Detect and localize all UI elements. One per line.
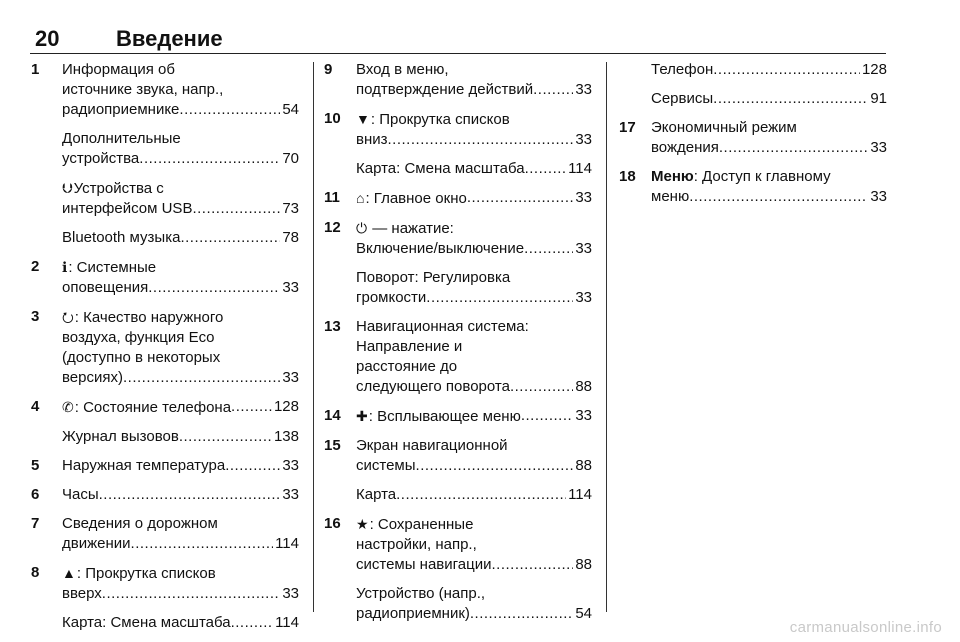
entry-text: — нажатие: [368,220,454,237]
entry-text-line [62,514,299,534]
entry-number: 13 [324,318,341,335]
page-title: Введение [116,26,223,51]
entry-number: 4 [31,398,40,415]
plus-icon: ✚ [356,408,368,424]
entry-text-line [651,167,887,187]
page-reference[interactable]: 33 [575,289,592,306]
entry-text-line [62,328,299,348]
page-reference[interactable]: 114 [568,486,592,503]
entry-label [62,397,231,418]
entry-number: 1 [31,61,40,78]
entry-label [62,534,131,554]
leader-dots [426,288,573,308]
entry-text: Поворот: Регулировка [356,269,511,286]
index-subentry [62,397,299,418]
entry-number: 8 [31,564,40,581]
entry-number: 3 [31,308,40,325]
entry-text: устройства [62,150,140,167]
index-subentry [356,268,592,308]
entry-last-line [356,239,592,259]
entry-text-line [62,257,299,278]
entry-text: системы навигации [356,556,492,573]
page-reference[interactable]: 54 [282,101,299,118]
entry-text: : Состояние телефона [74,399,232,416]
leader-dots [467,188,573,209]
entry-last-line [62,427,299,447]
index-entry [619,60,887,109]
leader-dots [525,159,567,179]
leader-dots [524,239,573,259]
entry-label [356,188,467,209]
index-subentry [356,514,592,575]
entry-label [62,485,99,505]
entry-text: Информация об [62,61,175,78]
entry-text-line [62,80,299,100]
page-reference[interactable]: 114 [275,614,299,631]
entry-last-line [356,555,592,575]
index-entry [324,188,592,209]
leader-dots [533,80,573,100]
leader-dots [388,130,574,150]
index-subentry [356,584,592,624]
index-entry [31,307,299,388]
index-entry [324,406,592,427]
entry-label [62,149,139,169]
entry-label [62,368,123,388]
page-reference[interactable]: 114 [568,160,592,177]
index-entry [619,118,887,158]
entry-text-line [356,436,592,456]
page-reference[interactable]: 91 [870,90,887,107]
page-reference[interactable]: 128 [273,398,299,415]
entry-text: Устройство (напр., [356,585,486,602]
entry-text: Сведения о дорожном [62,515,218,532]
index-subentry [62,613,299,633]
index-subentry [651,60,887,80]
index-entry [31,257,299,298]
entry-text: Вход в меню, [356,61,449,78]
entry-last-line [62,228,299,248]
entry-text: (доступно в некоторых [62,349,221,366]
leader-dots [521,406,573,427]
entry-last-line [62,278,299,298]
entry-text: Bluetooth музыка [62,229,181,246]
entry-text: настройки, напр., [356,536,477,553]
entry-text: вождения [651,139,719,156]
header-rule [30,53,886,54]
entry-text-line [356,109,592,130]
entry-last-line [356,159,592,179]
entry-label [356,377,510,397]
entry-text: воздуха, функция Eco [62,329,215,346]
entry-text: Сервисы [651,90,714,107]
index-subentry [356,109,592,150]
entry-last-line [356,80,592,100]
leader-dots [225,456,280,476]
home-icon: ⌂ [356,190,365,206]
power-icon: ⏻ [356,220,368,236]
entry-number: 12 [324,219,341,236]
entry-last-line [62,534,299,554]
entry-label [62,456,225,476]
entry-last-line [651,187,887,207]
entry-last-line [62,584,299,604]
index-entry [31,514,299,554]
index-subentry [651,118,887,158]
entry-last-line [62,199,299,219]
entry-text: Экономичный режим [651,119,797,136]
entry-text: системы [356,457,416,474]
column-3 [619,60,887,216]
entry-last-line [651,60,887,80]
page-reference[interactable]: 33 [282,585,299,602]
entry-text-line [62,563,299,584]
entry-label [356,456,416,476]
entry-text: оповещения [62,279,149,296]
entry-number: 11 [324,189,340,206]
entry-text: Навигационная система: [356,318,529,335]
entry-label [356,239,524,259]
page-reference[interactable]: 70 [282,150,299,167]
index-entry [31,563,299,633]
leader-dots [123,368,280,388]
entry-text: Часы [62,486,99,503]
page-reference[interactable]: 33 [282,486,299,503]
page-reference[interactable]: 33 [575,240,592,257]
entry-label [62,100,179,120]
entry-text-line [356,535,592,555]
entry-label [651,60,713,80]
entry-text-line [62,129,299,149]
leader-dots [179,427,272,447]
entry-text-line [356,218,592,239]
entry-text: Телефон [651,61,714,78]
index-entry [324,317,592,397]
entry-label [356,288,426,308]
entry-last-line [62,613,299,633]
page-reference[interactable]: 138 [273,428,299,445]
index-entry [324,109,592,179]
entry-label [356,485,396,505]
entry-text: громкости [356,289,427,306]
entry-text: : Качество наружного [74,309,224,326]
index-subentry [62,427,299,447]
entry-text-line [62,178,299,199]
index-subentry [651,89,887,109]
leader-dots [510,377,573,397]
entry-label [356,159,525,179]
entry-number: 5 [31,457,40,474]
entry-label [62,427,179,447]
index-subentry [356,485,592,505]
index-subentry [356,406,592,427]
index-subentry [651,167,887,207]
info-icon: ℹ [62,259,68,275]
page-reference[interactable]: 73 [282,200,299,217]
page-reference[interactable]: 128 [861,61,887,78]
index-entry [31,456,299,476]
page-reference[interactable]: 88 [575,556,592,573]
entry-last-line [356,188,592,209]
index-subentry [356,436,592,476]
leader-dots [470,604,573,624]
index-entry [324,60,592,100]
index-entry [31,397,299,447]
index-entry [31,485,299,505]
leader-dots [689,187,868,207]
index-entry [324,514,592,624]
leader-dots [192,199,280,219]
entry-text-line [62,348,299,368]
index-entry [324,218,592,308]
entry-text-line [356,60,592,80]
entry-number: 10 [324,110,341,127]
leader-dots [102,584,281,604]
leader-dots [416,456,574,476]
star-icon: ★ [356,516,369,532]
entry-last-line [62,149,299,169]
entry-label [62,199,192,219]
entry-text: Карта [356,486,397,503]
entry-label [651,89,713,109]
entry-text: радиоприемник) [356,605,470,622]
leader-dots [719,138,868,158]
entry-label [356,80,533,100]
entry-label [62,278,148,298]
entry-number: 7 [31,515,40,532]
entry-text: вверх [62,585,102,602]
entry-text: Направление и [356,338,463,355]
entry-last-line [62,368,299,388]
entry-label [651,138,719,158]
page-reference[interactable]: 33 [870,139,887,156]
leader-dots [179,100,280,120]
entry-last-line [62,397,299,418]
page-header [30,26,886,52]
index-entry [31,60,299,248]
entry-number: 17 [619,119,636,136]
entry-text: Журнал вызовов [62,428,179,445]
entry-label [356,604,470,624]
entry-text: : Всплывающее меню [368,408,521,425]
column-divider-1 [313,62,314,612]
index-subentry [62,60,299,120]
index-subentry [62,485,299,505]
entry-text: Наружная температура [62,457,226,474]
phone-icon: ✆ [62,399,74,415]
entry-text-line [356,514,592,535]
entry-label [356,555,492,575]
entry-last-line [62,485,299,505]
entry-text: : Доступ к главному [693,168,831,185]
entry-label [356,406,521,427]
entry-label [356,130,388,150]
entry-label [651,187,689,207]
leader-dots [148,278,280,298]
entry-last-line [356,130,592,150]
entry-last-line [356,604,592,624]
page-reference[interactable]: 33 [575,131,592,148]
entry-last-line [356,406,592,427]
entry-text: версиях) [62,369,123,386]
leader-dots [231,613,274,633]
index-subentry [62,563,299,604]
index-subentry [62,514,299,554]
entry-number: 15 [324,437,341,454]
entry-text: Устройства с [73,180,164,197]
leader-dots [396,485,566,505]
entry-text-line [651,118,887,138]
entry-text-line [62,307,299,328]
leader-dots [713,89,868,109]
column-divider-2 [606,62,607,612]
index-subentry [356,159,592,179]
index-subentry [356,218,592,259]
leader-dots [99,485,281,505]
entry-number: 18 [619,168,636,185]
entry-text: вниз [356,131,388,148]
page-reference[interactable]: 78 [282,229,299,246]
entry-last-line [62,100,299,120]
leader-dots [139,149,280,169]
entry-text: : Главное окно [365,190,467,207]
entry-text: расстояние до [356,358,458,375]
index-entry [619,167,887,207]
entry-text-line [62,60,299,80]
entry-label [62,613,231,633]
page-number: 20 [35,26,60,51]
entry-text-line [356,357,592,377]
entry-text: : Прокрутка списков [76,565,216,582]
page-reference[interactable]: 88 [575,457,592,474]
entry-label [62,584,102,604]
page-reference[interactable]: 33 [282,279,299,296]
index-subentry [62,228,299,248]
entry-number: 14 [324,407,341,424]
entry-last-line [356,288,592,308]
triangle-up-icon: ▲ [62,565,76,581]
leader-dots [492,555,574,575]
entry-text: Включение/выключение [356,240,525,257]
entry-text: радиоприемнике [62,101,180,118]
entry-text: : Системные [68,259,157,276]
entry-text: : Прокрутка списков [370,111,510,128]
menu-keyword: Меню [651,168,694,185]
entry-last-line [651,89,887,109]
leader-dots [713,60,860,80]
watermark: carmanualsonline.info [789,619,942,636]
page-reference[interactable]: 33 [282,369,299,386]
entry-number: 9 [324,61,333,78]
entry-text: источнике звука, напр., [62,81,224,98]
index-subentry [356,188,592,209]
page-reference[interactable]: 33 [870,188,887,205]
eco-car-icon: ⭮ [62,309,74,325]
column-1 [31,60,299,642]
entry-text-line [356,268,592,288]
index-subentry [62,456,299,476]
entry-last-line [651,138,887,158]
entry-text-line [356,584,592,604]
index-subentry [62,307,299,388]
entry-text-line [356,317,592,337]
page-reference[interactable]: 114 [275,535,299,552]
page-reference[interactable]: 33 [282,457,299,474]
column-2 [324,60,592,633]
leader-dots [231,397,272,418]
entry-text: меню [651,188,690,205]
entry-last-line [62,456,299,476]
index-subentry [356,317,592,397]
index-subentry [62,257,299,298]
entry-last-line [356,377,592,397]
entry-number: 2 [31,258,40,275]
index-subentry [62,178,299,219]
entry-text: движении [62,535,131,552]
triangle-down-icon: ▼ [356,111,370,127]
index-entry [324,436,592,505]
entry-text: : Сохраненные [369,516,474,533]
page-reference[interactable]: 54 [575,605,592,622]
leader-dots [131,534,274,554]
page-reference[interactable]: 33 [575,81,592,98]
index-subentry [356,60,592,100]
entry-text: интерфейсом USB [62,200,193,217]
index-subentry [62,129,299,169]
entry-text-line [356,337,592,357]
leader-dots [180,228,280,248]
entry-label [62,228,180,248]
entry-number: 6 [31,486,40,503]
page-reference[interactable]: 33 [575,407,592,424]
entry-text: следующего поворота [356,378,510,395]
page-reference[interactable]: 33 [575,189,592,206]
entry-number: 16 [324,515,341,532]
usb-icon: ⮋ [62,180,73,196]
page-reference[interactable]: 88 [575,378,592,395]
entry-text: Дополнительные [62,130,181,147]
entry-last-line [356,485,592,505]
entry-text: Карта: Смена масштаба [62,614,231,631]
entry-text: Экран навигационной [356,437,508,454]
entry-last-line [356,456,592,476]
entry-text: Карта: Смена масштаба [356,160,525,177]
entry-text: подтверждение действий [356,81,534,98]
